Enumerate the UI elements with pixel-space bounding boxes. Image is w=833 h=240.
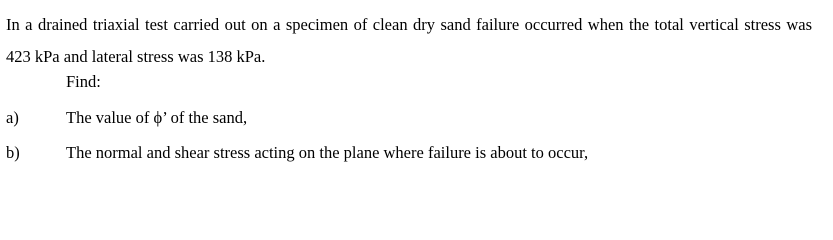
list-item-b bbox=[6, 143, 588, 163]
list-item-text: The value of ϕ’ of the sand, bbox=[66, 108, 248, 127]
list-item-a bbox=[6, 108, 247, 128]
list-item-text: The normal and shear stress acting on the plane where failure is about to occur, bbox=[66, 143, 589, 162]
problem-statement: In a drained triaxial test carried out on a specimen of clean dry sand failure occurred when the total vertical stress was 423 kPa and lateral stress was 138 kPa. bbox=[6, 15, 812, 66]
find-label: Find: bbox=[66, 72, 101, 91]
list-marker: a) bbox=[6, 108, 19, 127]
list-marker: b) bbox=[6, 143, 20, 162]
